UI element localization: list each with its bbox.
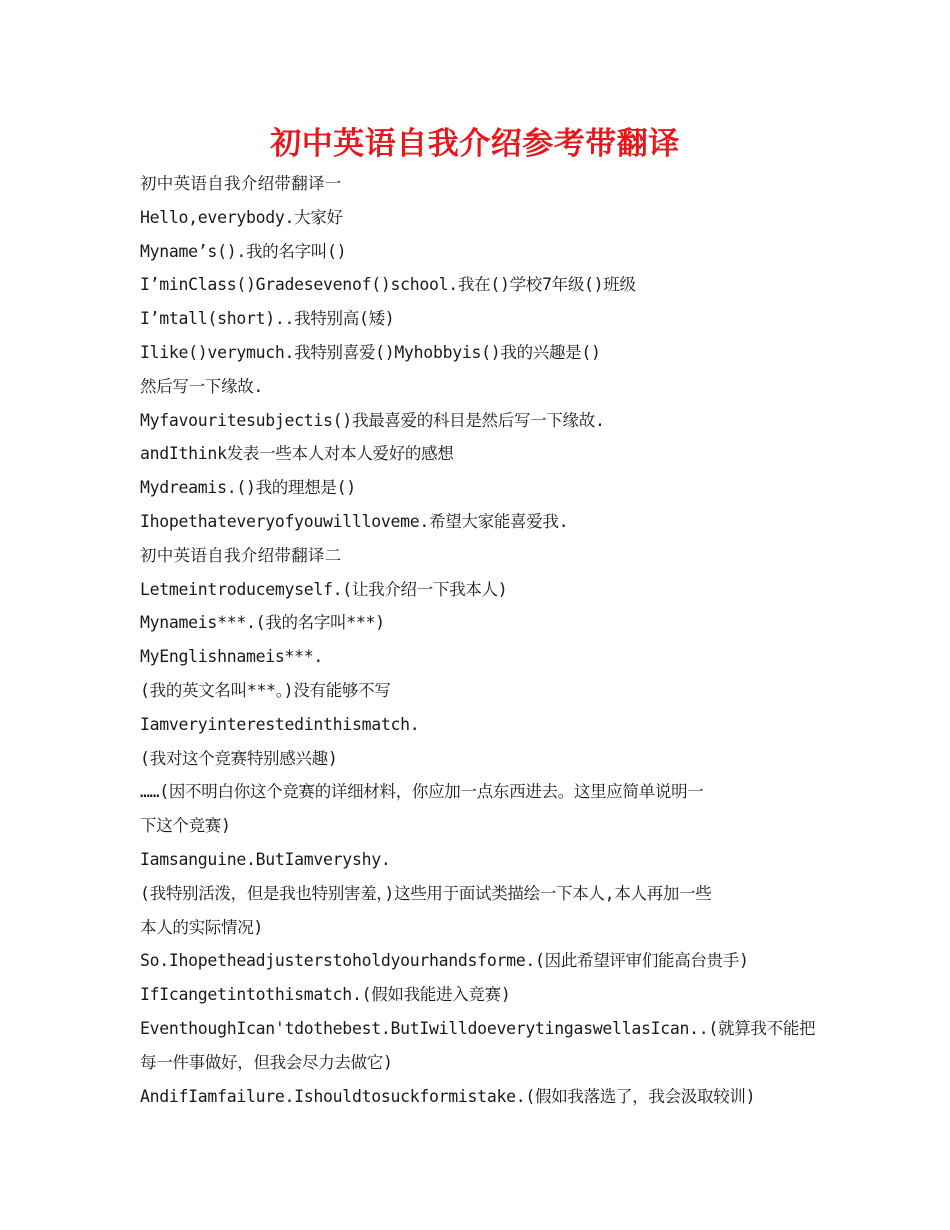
text-line: 本人的实际情况) xyxy=(140,917,264,937)
text-line: MyEnglishnameis***. xyxy=(140,647,324,667)
text-line: I’minClass()Gradesevenof()school.我在()学校7年级()班级 xyxy=(140,275,636,295)
text-line: ……(因不明白你这个竞赛的详细材料，你应加一点东西进去。这里应简单说明一 xyxy=(140,782,704,802)
document-title: 初中英语自我介绍参考带翻译 xyxy=(270,126,680,162)
text-line: Ihopethateveryofyouwillloveme.希望大家能喜爱我. xyxy=(140,511,569,531)
text-line: Mynameis***.(我的名字叫***) xyxy=(140,613,385,633)
text-line: (我特别活泼，但是我也特别害羞，)这些用于面试类描绘一下本人,本人再加一些 xyxy=(140,883,712,903)
text-line: andIthink发表一些本人对本人爱好的感想 xyxy=(140,444,454,464)
text-line: AndifIamfailure.Ishouldtosuckformistake.(假如我落选了，我会汲取较训) xyxy=(140,1086,756,1106)
document-body xyxy=(140,167,816,1113)
text-line: Hello,everybody.大家好 xyxy=(140,207,343,227)
text-line: Myfavouritesubjectis()我最喜爱的科目是然后写一下缘故. xyxy=(140,410,605,430)
text-line: Ilike()verymuch.我特别喜爱()Myhobbyis()我的兴趣是() xyxy=(140,342,601,362)
section-heading-2: 初中英语自我介绍带翻译二 xyxy=(140,545,342,565)
text-line: Letmeintroducemyself.(让我介绍一下我本人) xyxy=(140,579,508,599)
section-heading-1: 初中英语自我介绍带翻译一 xyxy=(140,174,342,193)
text-line: (我对这个竞赛特别感兴趣) xyxy=(140,748,338,768)
text-line: Iamveryinterestedinthismatch. xyxy=(140,714,420,734)
text-line: Iamsanguine.ButIamveryshy. xyxy=(140,849,391,869)
text-line: (我的英文名叫***。)没有能够不写 xyxy=(140,680,391,700)
text-line: I’mtall(short)..我特别高(矮) xyxy=(140,309,395,329)
text-line: 下这个竞赛) xyxy=(140,816,231,836)
text-line: Mydreamis.()我的理想是() xyxy=(140,478,356,498)
text-line: 然后写一下缘故. xyxy=(140,376,264,396)
text-line: 每一件事做好，但我会尽力去做它) xyxy=(140,1052,393,1072)
text-line: Myname’s().我的名字叫() xyxy=(140,241,347,261)
text-line: IfIcangetintothismatch.(假如我能进入竞赛) xyxy=(140,985,511,1005)
text-line: So.Ihopetheadjusterstoholdyourhandsforme.(因此希望评审们能高台贵手) xyxy=(140,951,749,971)
text-line: EventhoughIcan'tdothebest.ButIwilldoeverytingaswellasIcan..(就算我不能把 xyxy=(140,1018,816,1038)
